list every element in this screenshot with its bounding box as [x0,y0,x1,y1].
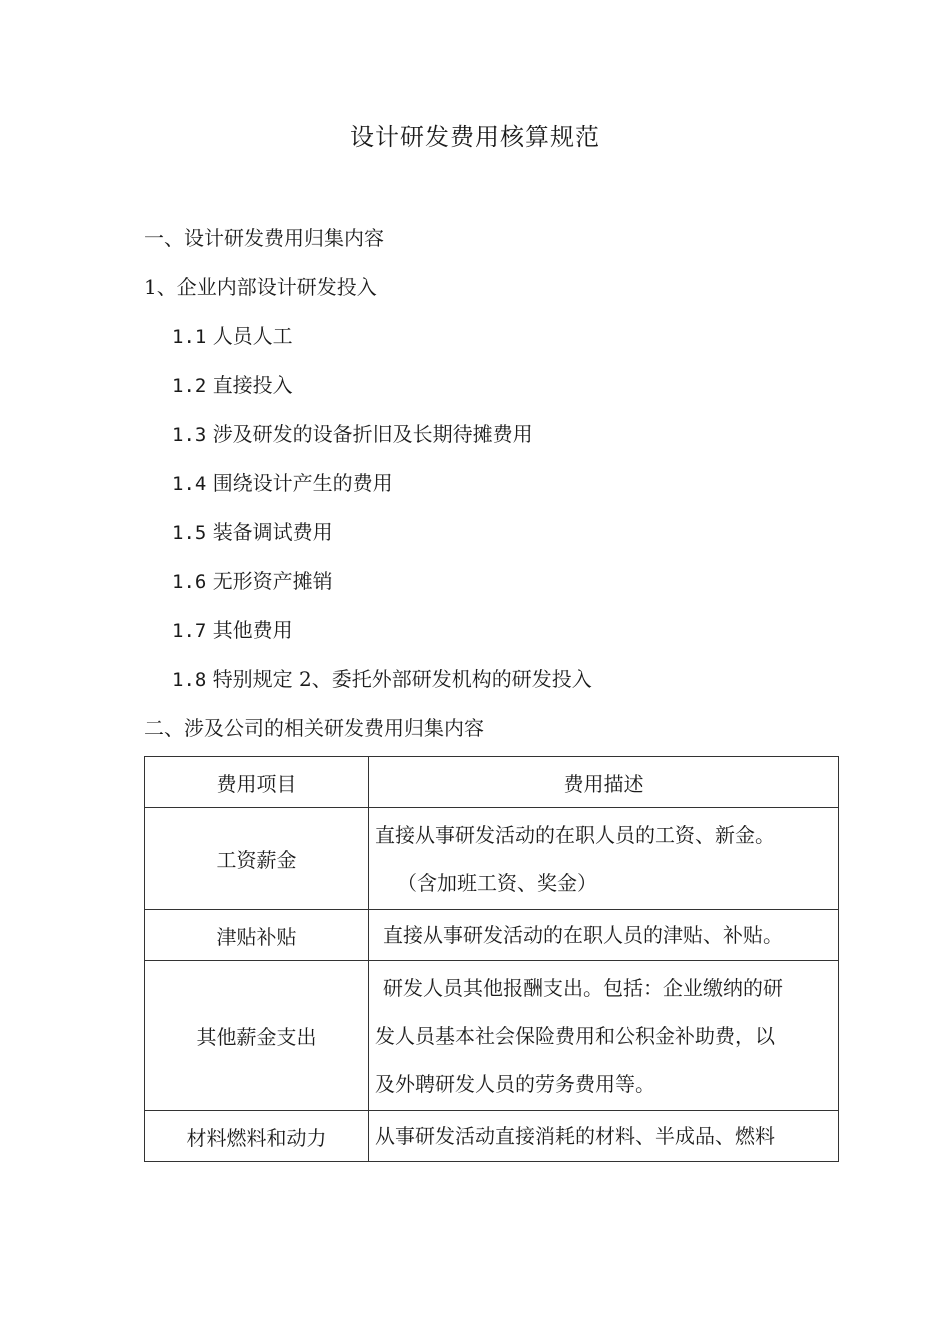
subitem-number: 1.6 [172,571,207,593]
subitem-1-1 [172,321,293,352]
section-heading-1: 一、设计研发费用归集内容 [144,226,384,250]
description-line: 研发人员其他报酬支出。包括：企业缴纳的研 [383,975,783,1000]
row-item: 津贴补贴 [145,910,369,961]
subitem-number: 1.1 [172,326,207,348]
subitem-text: 人员人工 [212,324,293,348]
row-description [369,910,839,961]
subitem-text: 其他费用 [212,618,293,642]
row-description [369,1111,839,1162]
subitem-number: 1.4 [172,473,207,495]
subitem-text: 特别规定 2、委托外部研发机构的研发投入 [212,667,592,691]
subitem-text: 直接投入 [212,373,293,397]
subitem-1-5 [172,517,333,548]
table-row [145,961,839,1111]
subitem-1-8 [172,664,592,695]
row-item: 材料燃料和动力 [145,1111,369,1162]
item-heading-1: 1、企业内部设计研发投入 [144,275,377,299]
row-description [369,808,839,910]
description-line: 及外聘研发人员的劳务费用等。 [375,1071,655,1096]
subitem-text: 涉及研发的设备折旧及长期待摊费用 [212,422,533,446]
description-line: （含加班工资、奖金） [397,870,597,895]
description-line: 从事研发活动直接消耗的材料、半成品、燃料 [375,1124,775,1148]
subitem-text: 无形资产摊销 [212,569,333,593]
row-description [369,961,839,1111]
row-item: 工资薪金 [145,808,369,910]
subitem-number: 1.2 [172,375,207,397]
table-header-row [145,757,839,808]
table-row [145,808,839,910]
subitem-number: 1.3 [172,424,207,446]
subitem-number: 1.8 [172,669,207,691]
subitem-1-3 [172,419,533,450]
subitem-text: 围绕设计产生的费用 [212,471,393,495]
subitem-number: 1.7 [172,620,207,642]
table-row [145,910,839,961]
subitem-1-6 [172,566,333,597]
subitem-text: 装备调试费用 [212,520,333,544]
description-line: 直接从事研发活动的在职人员的工资、新金。 [375,822,775,847]
description-line: 发人员基本社会保险费用和公积金补助费，以 [375,1023,775,1048]
subitem-1-4 [172,468,393,499]
expense-table [144,756,839,1162]
table-row [145,1111,839,1162]
section-heading-2: 二、涉及公司的相关研发费用归集内容 [144,716,484,740]
header-description: 费用描述 [369,757,839,808]
subitem-1-7 [172,615,293,646]
header-item: 费用项目 [145,757,369,808]
subitem-number: 1.5 [172,522,207,544]
row-item: 其他薪金支出 [145,961,369,1111]
subitem-1-2 [172,370,293,401]
description-line: 直接从事研发活动的在职人员的津贴、补贴。 [383,923,783,947]
page-title: 设计研发费用核算规范 [350,123,600,151]
